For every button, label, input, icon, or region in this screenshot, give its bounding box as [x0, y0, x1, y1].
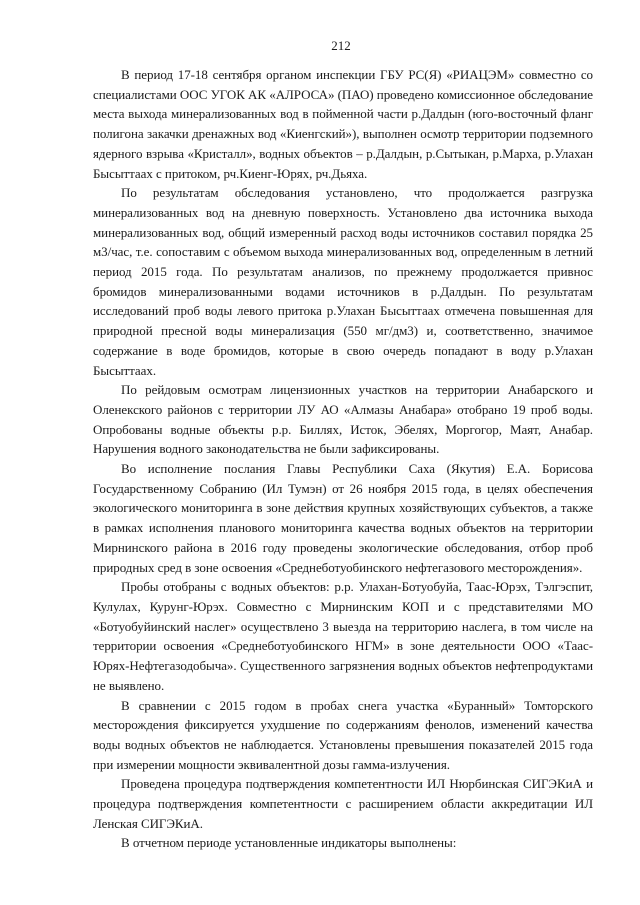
page-number: 212	[331, 38, 351, 53]
paragraph-indicators: В отчетном периоде установленные индикаторы выполнены:	[121, 835, 457, 851]
paragraph-competence: Проведена процедура подтверждения компетентности ИЛ Нюрбинская СИГЭКиА и процедура подтверждения компетентности с расширением области аккредитации ИЛ Ленская СИГЭКиА.	[93, 776, 593, 831]
paragraph-samples: Пробы отобраны с водных объектов: р.р. Улахан-Ботуобуйа, Таас-Юрэх, Тэлгэспит, Кулулах, Курунг-Юрэх. Совместно с Мирнинским КОП и с представителями МО «Ботуобуйинский наслег» осуществлено 3 выезда на территорию наслега, в том числе на территории освоения «Среднеботуобинского НГМ» в зоне деятельности ООО «Таас-Юрях-Нефтегазодобыча». Существенного загрязнения водных объектов нефтепродуктами не выявлено.	[93, 579, 593, 693]
paragraph-survey-results: По результатам обследования установлено, что продолжается разгрузка минерализованных вод на дневную поверхность. Установлено два источника выхода минерализованных вод, общий измеренный расход воды источников составил порядка 25 м3/час, т.е. сопоставим с объемом выхода минерализованных вод, определенным в летний период 2015 года. По результатам анализов, по прежнему продолжается привнос бромидов минерализованными водами источников в р.Далдын. По результатам исследований проб воды левого притока р.Улахан Бысыттаах отмечена повышенная для природной пресной воды минерализация (550 мг/дм3) и, соответственно, значимое содержание в воде бромидов, которые в свою очередь попадают в воду р.Улахан Бысыттаах.	[93, 185, 593, 378]
paragraph-snow-samples: В сравнении с 2015 годом в пробах снега участка «Буранный» Томторского месторождения фиксируется ухудшение по содержаниям фенолов, изменений качества воды водных объектов не наблюдается. Установлены превышения показателей 2015 года при измерении мощности эквивалентной дозы гамма-излучения.	[93, 697, 593, 772]
paragraph-head-address: Во исполнение послания Главы Республики Саха (Якутия) Е.А. Борисова Государственному Собранию (Ил Тумэн) от 26 ноября 2015 года, в целях обеспечения экологического мониторинга в зоне действия крупных хозяйствующих субъектов, а также в рамках исполнения планового мониторинга качества водных объектов на территории Мирнинского района в 2016 году проведены экологические обследования, отбор проб природных сред в зоне освоения «Среднеботуобинского нефтегазового месторождения».	[93, 461, 593, 575]
paragraph-inspection: В период 17-18 сентября органом инспекции ГБУ РС(Я) «РИАЦЭМ» совместно со специалистами ООС УГОК АК «АЛРОСА» (ПАО) проведено комиссионное обследование места выхода минерализованных вод в пойменной части р.Далдын (юго-восточный фланг полигона закачки дренажных вод «Киенгский»), выполнен осмотр территории подземного ядерного взрыва «Кристалл», водных объектов – р.Далдын, р.Сытыкан, р.Марха, р.Улахан Бысыттаах с притоком, рч.Киенг-Юрях, рч.Дьяха.	[93, 67, 593, 181]
paragraph-raid-inspections: По рейдовым осмотрам лицензионных участков на территории Анабарского и Оленекского районов с территории ЛУ АО «Алмазы Анабара» отобрано 19 проб воды. Опробованы водные объекты р.р. Биллях, Исток, Эбелях, Моргогор, Маят, Анабар. Нарушения водного законодательства не были зафиксированы.	[93, 382, 593, 457]
